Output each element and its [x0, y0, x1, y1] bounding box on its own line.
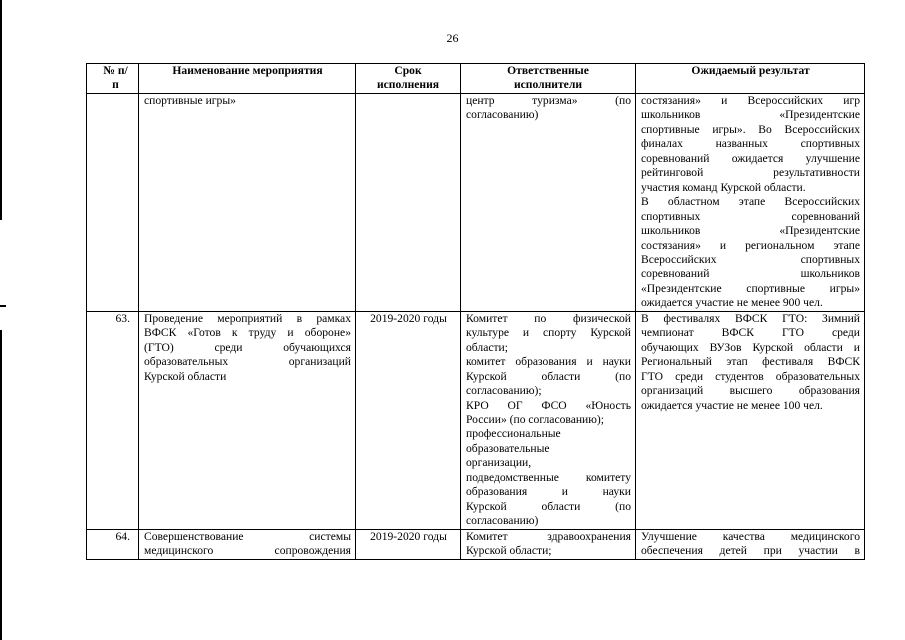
result-line: ожидается участие не менее 100 чел.	[641, 398, 823, 412]
executors-line: образовательные	[466, 441, 550, 455]
result-line: чемпионат ВФСК ГТО среди	[641, 326, 860, 340]
result-line: ожидается участие не менее 900 чел.	[641, 296, 823, 310]
table-row	[87, 311, 865, 529]
executors-line: подведомственные комитету	[466, 470, 631, 484]
result-line: школьников «Президентские	[641, 224, 860, 238]
result-line: Улучшение качества медицинского	[641, 529, 860, 543]
name-line: Совершенствование системы	[144, 529, 351, 543]
scan-edge-mark	[0, 305, 6, 307]
result-line: финалах названных спортивных	[641, 137, 860, 151]
executors-line: центр туризма» (по	[466, 94, 631, 107]
row-executors	[461, 94, 636, 312]
result-line: состязания» и Всероссийских игр	[641, 94, 860, 107]
executors-line: Курской области (по	[466, 499, 631, 513]
name-line: ВФСК «Готов к труду и обороне»	[144, 326, 351, 340]
activities-table	[86, 63, 865, 560]
row-name	[139, 311, 356, 529]
row-term: 2019-2020 годы	[356, 529, 461, 559]
result-line: обучающих ВУЗов Курской области и	[641, 340, 860, 354]
row-executors	[461, 529, 636, 559]
table-row	[87, 94, 865, 312]
executors-line: культуре и спорту Курской	[466, 326, 631, 340]
result-line: рейтинговой результативности	[641, 166, 860, 180]
scan-edge-line-bottom	[0, 330, 2, 640]
result-line: Региональный этап фестиваля ВФСК	[641, 355, 860, 369]
executors-line: России» (по согласованию);	[466, 412, 605, 426]
result-line: В областном этапе Всероссийских	[641, 195, 860, 209]
executors-line: Курской области;	[466, 544, 552, 558]
row-result	[636, 311, 865, 529]
result-line: В фестивалях ВФСК ГТО: Зимний	[641, 311, 860, 325]
table-row	[87, 529, 865, 559]
result-line: состязания» и региональном этапе	[641, 238, 860, 252]
header-executors: Ответственные исполнители	[461, 64, 636, 94]
result-line: организаций высшего образования	[641, 384, 860, 398]
result-line: школьников «Президентские	[641, 108, 860, 122]
executors-line: Комитет по физической	[466, 311, 631, 325]
row-num: 63.	[87, 311, 139, 529]
executors-line: организации,	[466, 456, 532, 470]
result-line: Всероссийских спортивных	[641, 252, 860, 266]
header-result: Ожидаемый результат	[636, 64, 865, 94]
executors-line: КРО ОГ ФСО «Юность	[466, 398, 631, 412]
name-line: Проведение мероприятий в рамках	[144, 311, 351, 325]
executors-line: Курской области (по	[466, 369, 631, 383]
header-num: № п/п	[87, 64, 139, 94]
row-num	[87, 94, 139, 312]
result-line: участия команд Курской области.	[641, 180, 806, 194]
executors-line: согласованию);	[466, 384, 542, 398]
result-line: «Президентские спортивные игры»	[641, 281, 860, 295]
result-line: спортивных соревнований	[641, 209, 860, 223]
result-line: соревнований ожидается улучшение	[641, 151, 860, 165]
name-line: Курской области	[144, 369, 227, 383]
executors-line: профессиональные	[466, 427, 561, 441]
result-line: ГТО среди студентов образовательных	[641, 369, 860, 383]
executors-line: образования и науки	[466, 485, 631, 499]
row-term: 2019-2020 годы	[356, 311, 461, 529]
row-result	[636, 529, 865, 559]
executors-line: Комитет здравоохранения	[466, 529, 631, 543]
header-term: Срок исполнения	[356, 64, 461, 94]
row-name	[139, 529, 356, 559]
name-line: (ГТО) среди обучающихся	[144, 340, 351, 354]
result-line: обеспечения детей при участии в	[641, 544, 860, 558]
row-term	[356, 94, 461, 312]
result-line: спортивные игры». Во Всероссийских	[641, 122, 860, 136]
row-name: спортивные игры»	[139, 94, 356, 312]
executors-line: согласованию)	[466, 514, 539, 528]
executors-line: области;	[466, 340, 508, 354]
executors-line: согласованию)	[466, 108, 539, 122]
row-executors	[461, 311, 636, 529]
header-name: Наименование мероприятия	[139, 64, 356, 94]
name-line: медицинского сопровождения	[144, 544, 351, 558]
executors-line: комитет образования и науки	[466, 355, 631, 369]
page-number: 26	[446, 31, 459, 45]
row-num: 64.	[87, 529, 139, 559]
name-line: образовательных организаций	[144, 355, 351, 369]
row-result	[636, 94, 865, 312]
table-header-row	[87, 64, 865, 94]
result-line: соревнований школьников	[641, 267, 860, 281]
